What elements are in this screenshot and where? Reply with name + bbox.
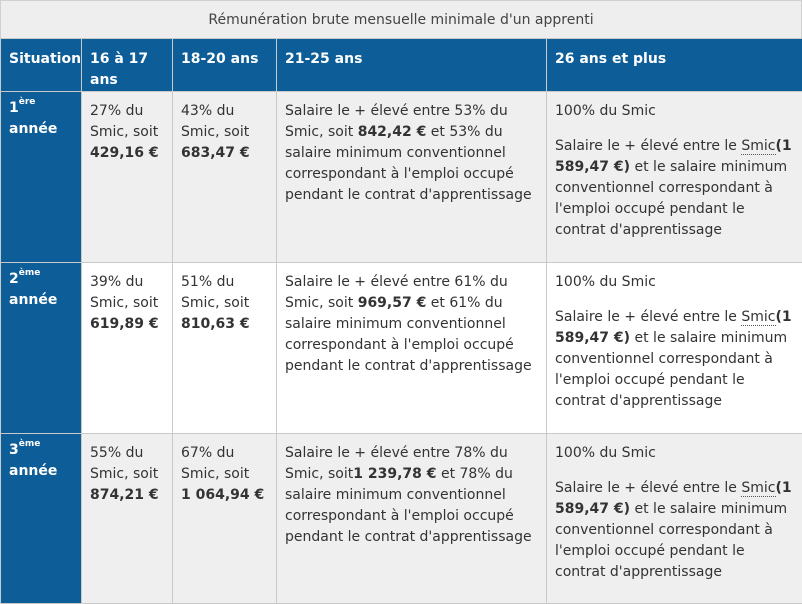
cell-21-25 [277, 434, 547, 604]
cell-text-pre: Salaire le + élevé entre le [555, 309, 742, 325]
cell-18-20 [173, 434, 277, 604]
cell-text-pre: Salaire le + élevé entre le [555, 138, 742, 154]
cell-text: 55% du Smic, soit [90, 445, 159, 482]
table-caption: Rémunération brute mensuelle minimale d'un apprenti [0, 0, 802, 38]
cell-16-17 [82, 434, 173, 604]
row-label-year-3 [1, 434, 82, 604]
year-suffix: ème [18, 439, 41, 450]
cell-amount: 1 239,78 € [353, 466, 437, 482]
year-suffix: ème [18, 268, 41, 279]
cell-amount: 842,42 € [357, 124, 427, 140]
cell-amount: 683,47 € [181, 145, 250, 161]
cell-paragraph [555, 307, 794, 412]
cell-26-plus [547, 434, 802, 604]
cell-text-pre: Salaire le + élevé entre 53% du Smic, soit [285, 103, 508, 140]
header-18-20: 18-20 ans [173, 39, 277, 92]
cell-paragraph [555, 136, 794, 241]
cell-amount: 874,21 € [90, 487, 159, 503]
cell-text-pre: Salaire le + élevé entre le [555, 480, 742, 496]
year-suffix: ère [18, 97, 36, 108]
cell-amount: 969,57 € [357, 295, 427, 311]
cell-26-plus [547, 263, 802, 434]
cell-amount: 619,89 € [90, 316, 159, 332]
cell-21-25 [277, 92, 547, 263]
apprentice-salary-table [0, 38, 802, 604]
smic-abbreviation: Smic [741, 309, 776, 325]
row-label-year-1 [1, 92, 82, 263]
cell-text: 51% du Smic, soit [181, 274, 250, 311]
cell-paragraph [555, 478, 794, 583]
cell-text-pre: Salaire le + élevé entre 78% du Smic, soit [285, 445, 508, 482]
cell-text-post: et le salaire minimum conventionnel correspondant à l'emploi occupé pendant le contrat d'apprentissage [555, 159, 788, 238]
cell-text-pre: Salaire le + élevé entre 61% du Smic, soit [285, 274, 508, 311]
row-label-year-2 [1, 263, 82, 434]
table-row [1, 263, 802, 434]
smic-abbreviation: Smic [741, 480, 776, 496]
table-row [1, 92, 802, 263]
header-situation: Situation [1, 39, 82, 92]
cell-21-25 [277, 263, 547, 434]
cell-line-1: 100% du Smic [555, 103, 656, 119]
cell-18-20 [173, 92, 277, 263]
header-row [1, 39, 802, 92]
year-number: 1 [9, 100, 19, 116]
year-word: année [9, 121, 58, 137]
cell-text-post: et 78% du salaire minimum conventionnel correspondant à l'emploi occupé pendant le contrat d'apprentissage [285, 466, 532, 545]
header-21-25: 21-25 ans [277, 39, 547, 92]
smic-abbreviation: Smic [741, 138, 776, 154]
header-26-plus: 26 ans et plus [547, 39, 802, 92]
cell-text-post: et le salaire minimum conventionnel correspondant à l'emploi occupé pendant le contrat d'apprentissage [555, 501, 788, 580]
year-word: année [9, 463, 58, 479]
cell-amount: (1 589,47 €) [555, 309, 792, 346]
cell-line-1: 100% du Smic [555, 445, 656, 461]
cell-16-17 [82, 263, 173, 434]
header-16-17: 16 à 17 ans [82, 39, 173, 92]
cell-amount: (1 589,47 €) [555, 138, 792, 175]
cell-text: 67% du Smic, soit [181, 445, 250, 482]
year-word: année [9, 292, 58, 308]
cell-26-plus [547, 92, 802, 263]
cell-amount: 810,63 € [181, 316, 250, 332]
cell-text-post: et 61% du salaire minimum conventionnel correspondant à l'emploi occupé pendant le contrat d'apprentissage [285, 295, 532, 374]
year-number: 3 [9, 442, 19, 458]
cell-text-post: et le salaire minimum conventionnel correspondant à l'emploi occupé pendant le contrat d'apprentissage [555, 330, 788, 409]
cell-amount: 429,16 € [90, 145, 159, 161]
cell-text: 43% du Smic, soit [181, 103, 250, 140]
cell-line-1: 100% du Smic [555, 274, 656, 290]
year-number: 2 [9, 271, 19, 287]
cell-text: 39% du Smic, soit [90, 274, 159, 311]
table-row [1, 434, 802, 604]
cell-amount: (1 589,47 €) [555, 480, 792, 517]
cell-18-20 [173, 263, 277, 434]
cell-text-post: et 53% du salaire minimum conventionnel correspondant à l'emploi occupé pendant le contrat d'apprentissage [285, 124, 532, 203]
cell-amount: 1 064,94 € [181, 487, 265, 503]
cell-text: 27% du Smic, soit [90, 103, 159, 140]
cell-16-17 [82, 92, 173, 263]
